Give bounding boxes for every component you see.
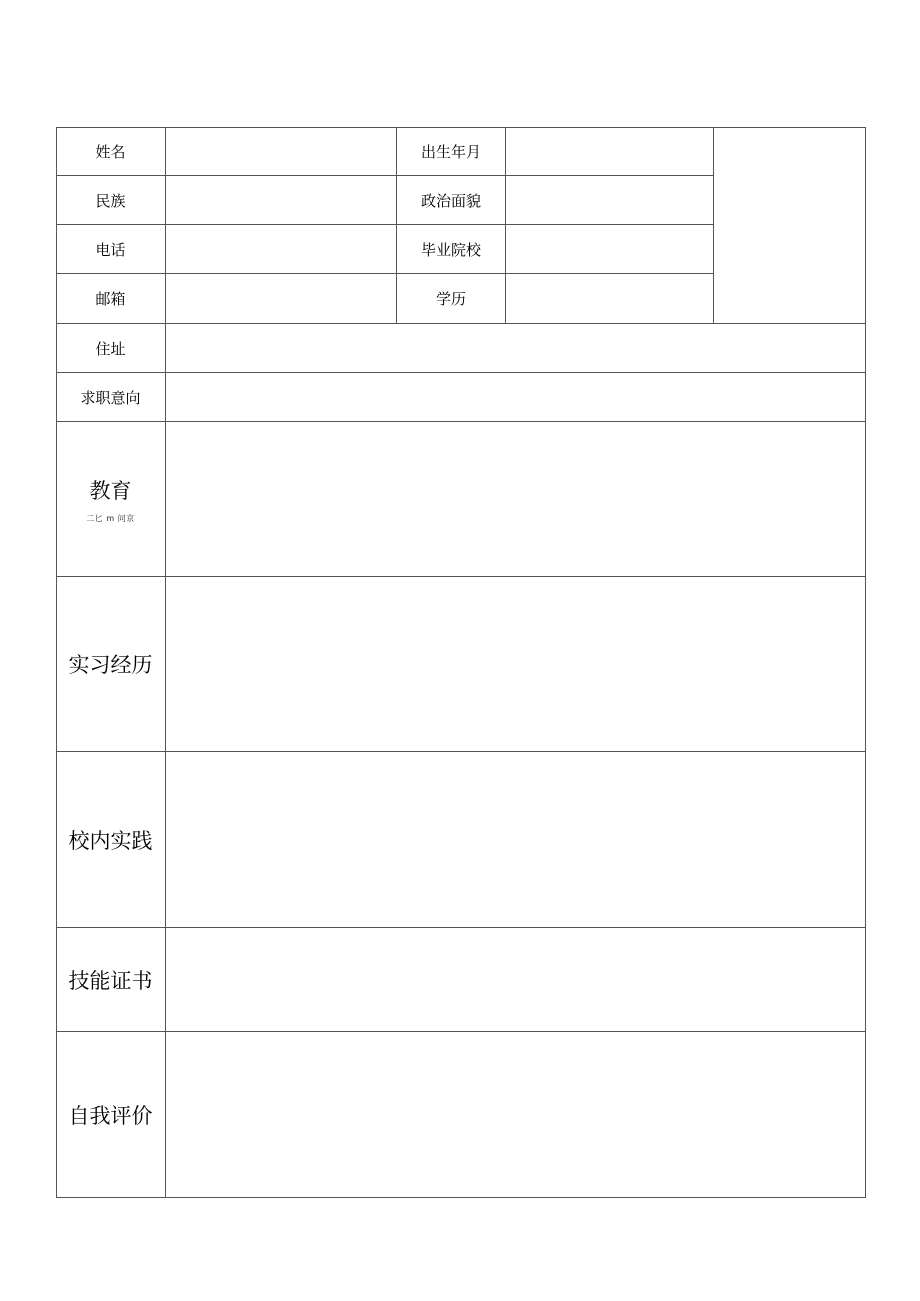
education-field[interactable]	[166, 422, 866, 577]
political-label-text: 政治面貌	[420, 191, 481, 210]
education-label-text: 教育	[89, 478, 132, 503]
intent-label-text: 求职意向	[80, 388, 141, 407]
birth-field[interactable]	[506, 127, 714, 176]
degree-label	[397, 274, 506, 324]
resume-table	[56, 127, 866, 1198]
name-label-text: 姓名	[95, 142, 126, 161]
birth-label	[397, 127, 506, 176]
political-label	[397, 176, 506, 225]
campus-field[interactable]	[166, 752, 866, 928]
photo-box[interactable]	[714, 127, 866, 324]
intent-field[interactable]	[166, 373, 866, 422]
birth-label-text: 出生年月	[420, 142, 481, 161]
self-eval-field[interactable]	[166, 1032, 866, 1198]
education-label	[56, 422, 166, 577]
email-label-text: 邮箱	[95, 290, 126, 308]
political-field[interactable]	[506, 176, 714, 225]
address-label	[56, 324, 166, 373]
self-eval-label-text: 自我评价	[68, 1103, 153, 1128]
address-label-text: 住址	[95, 339, 126, 358]
intent-label	[56, 373, 166, 422]
internship-field[interactable]	[166, 577, 866, 752]
degree-field[interactable]	[506, 274, 714, 324]
school-label	[397, 225, 506, 274]
internship-label	[56, 577, 166, 752]
degree-label-text: 学历	[435, 290, 466, 308]
ethnicity-field[interactable]	[166, 176, 397, 225]
school-field[interactable]	[506, 225, 714, 274]
school-label-text: 毕业院校	[420, 240, 481, 259]
internship-label-text: 实习经历	[68, 653, 153, 677]
email-field[interactable]	[166, 274, 397, 324]
skills-field[interactable]	[166, 928, 866, 1032]
ethnicity-label-text: 民族	[95, 191, 126, 210]
skills-label-text: 技能证书	[68, 968, 153, 993]
campus-label-text: 校内实践	[68, 828, 153, 853]
email-label	[56, 274, 166, 324]
name-field[interactable]	[166, 127, 397, 176]
skills-label	[56, 928, 166, 1032]
ethnicity-label	[56, 176, 166, 225]
campus-label	[56, 752, 166, 928]
self-eval-label	[56, 1032, 166, 1198]
address-field[interactable]	[166, 324, 866, 373]
phone-label	[56, 225, 166, 274]
phone-label-text: 电话	[95, 240, 126, 259]
name-label	[56, 127, 166, 176]
phone-field[interactable]	[166, 225, 397, 274]
education-note: 二匕 m 问京	[86, 513, 135, 523]
